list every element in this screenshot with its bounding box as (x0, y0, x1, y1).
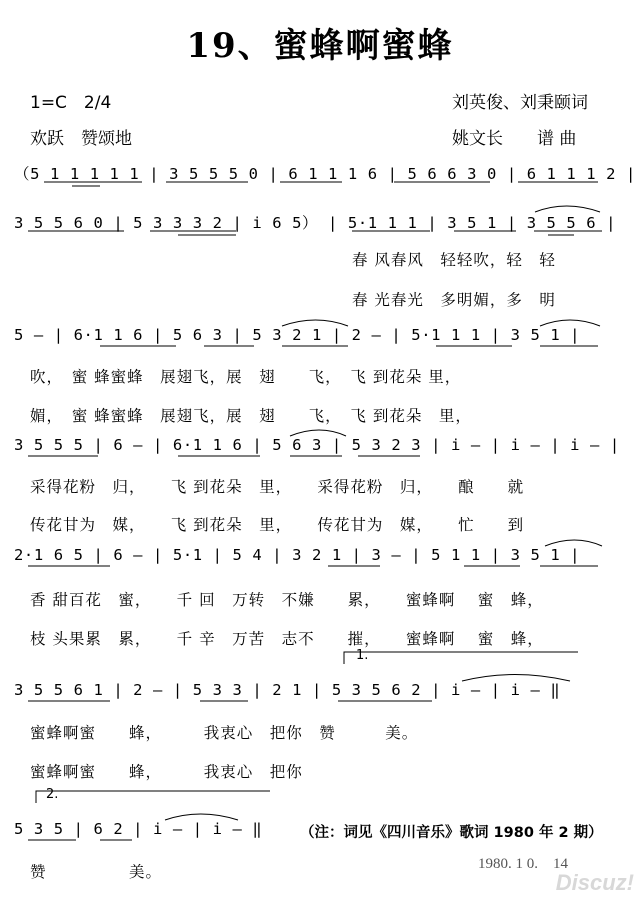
date-stamp: 1980. 1 0. 14 (478, 856, 569, 872)
notation-line-2: 3 5 5 6 0 | 5 3 3 3 2 | i 6 5） | 5·1 1 1 | 3 5 1 | 3 5 5 6 | (14, 214, 617, 232)
lyricist-credit: 刘英俊、刘秉颐词 (452, 93, 588, 113)
volta-1-label: 1. (356, 648, 369, 663)
notation-line-5: 2·1 6 5 | 6 — | 5·1 | 5 4 | 3 2 1 | 3 — | 5 1 1 | 3 5 1 | (14, 546, 581, 564)
lyric-line-3: 吹， 蜜 蜂蜜蜂 展翅飞，展 翅 飞， 飞 到花朵 里， (30, 368, 462, 386)
notation-line-1: （5 1 1 1 1 1 | 3 5 5 5 0 | 6 1 1 1 6 | 5 6 6 3 0 | 6 1 1 1 2 | (14, 165, 636, 183)
song-title: 19、蜜蜂啊蜜蜂 (186, 26, 454, 66)
volta-1-bracket (344, 652, 578, 664)
lyric-line-6: 传花甘为 媒， 飞 到花朵 里， 传花甘为 媒， 忙 到 (30, 516, 525, 534)
watermark-logo: Discuz! (555, 870, 634, 895)
lyric-line-2: 春 光春光 多明媚，多 明 (352, 291, 556, 309)
lyric-line-10: 蜜蜂啊蜜 蜂， 我衷心 把你 (30, 763, 303, 781)
lyric-line-1: 春 风春风 轻轻吹，轻 轻 (352, 251, 556, 269)
notation-line-3: 5 — | 6·1 1 6 | 5 6 3 | 5 3 2 1 | 2 — | 5·1 1 1 | 3 5 1 | (14, 326, 581, 344)
lyric-line-8: 枝 头果累 累， 千 辛 万苦 志不 摧， 蜜蜂啊 蜜 蜂， (30, 630, 544, 648)
notation-line-7: 5 3 5 | 6 2 | i — | i — ‖ (14, 820, 263, 838)
volta-2-label: 2. (46, 787, 59, 802)
volta-2-bracket (36, 791, 270, 803)
tie-arc (282, 320, 348, 326)
tie-arc (540, 320, 600, 326)
lyric-line-4: 媚， 蜜 蜂蜜蜂 展翅飞，展 翅 飞， 飞 到花朵 里， (30, 407, 472, 425)
lyric-line-7: 香 甜百花 蜜， 千 回 万转 不嫌 累， 蜜蜂啊 蜜 蜂， (30, 591, 544, 609)
tie-arc (290, 430, 346, 436)
tempo-marking: 欢跃 赞颂地 (30, 129, 132, 149)
lyric-line-9: 蜜蜂啊蜜 蜂， 我衷心 把你 赞 美。 (30, 724, 419, 742)
lyric-line-11: 赞 美。 (30, 863, 163, 881)
key-meter: 1=C 2/4 (30, 93, 112, 113)
tie-arc (545, 540, 602, 546)
notation-line-6: 3 5 5 6 1 | 2 — | 5 3 3 | 2 1 | 5 3 5 6 2 | i — | i — ‖ (14, 681, 561, 699)
source-note: （注：词见《四川音乐》歌词 1980 年 2 期） (300, 825, 603, 841)
tie-arc (535, 206, 600, 212)
notation-line-4: 3 5 5 5 | 6 — | 6·1 1 6 | 5 6 3 | 5 3 2 3 | i — | i — | i — | (14, 436, 620, 454)
lyric-line-5: 采得花粉 归， 飞 到花朵 里， 采得花粉 归， 酿 就 (30, 478, 525, 496)
composer-credit: 姚文长 谱 曲 (452, 129, 577, 149)
tie-arc (165, 814, 238, 820)
tie-arc (462, 675, 570, 682)
